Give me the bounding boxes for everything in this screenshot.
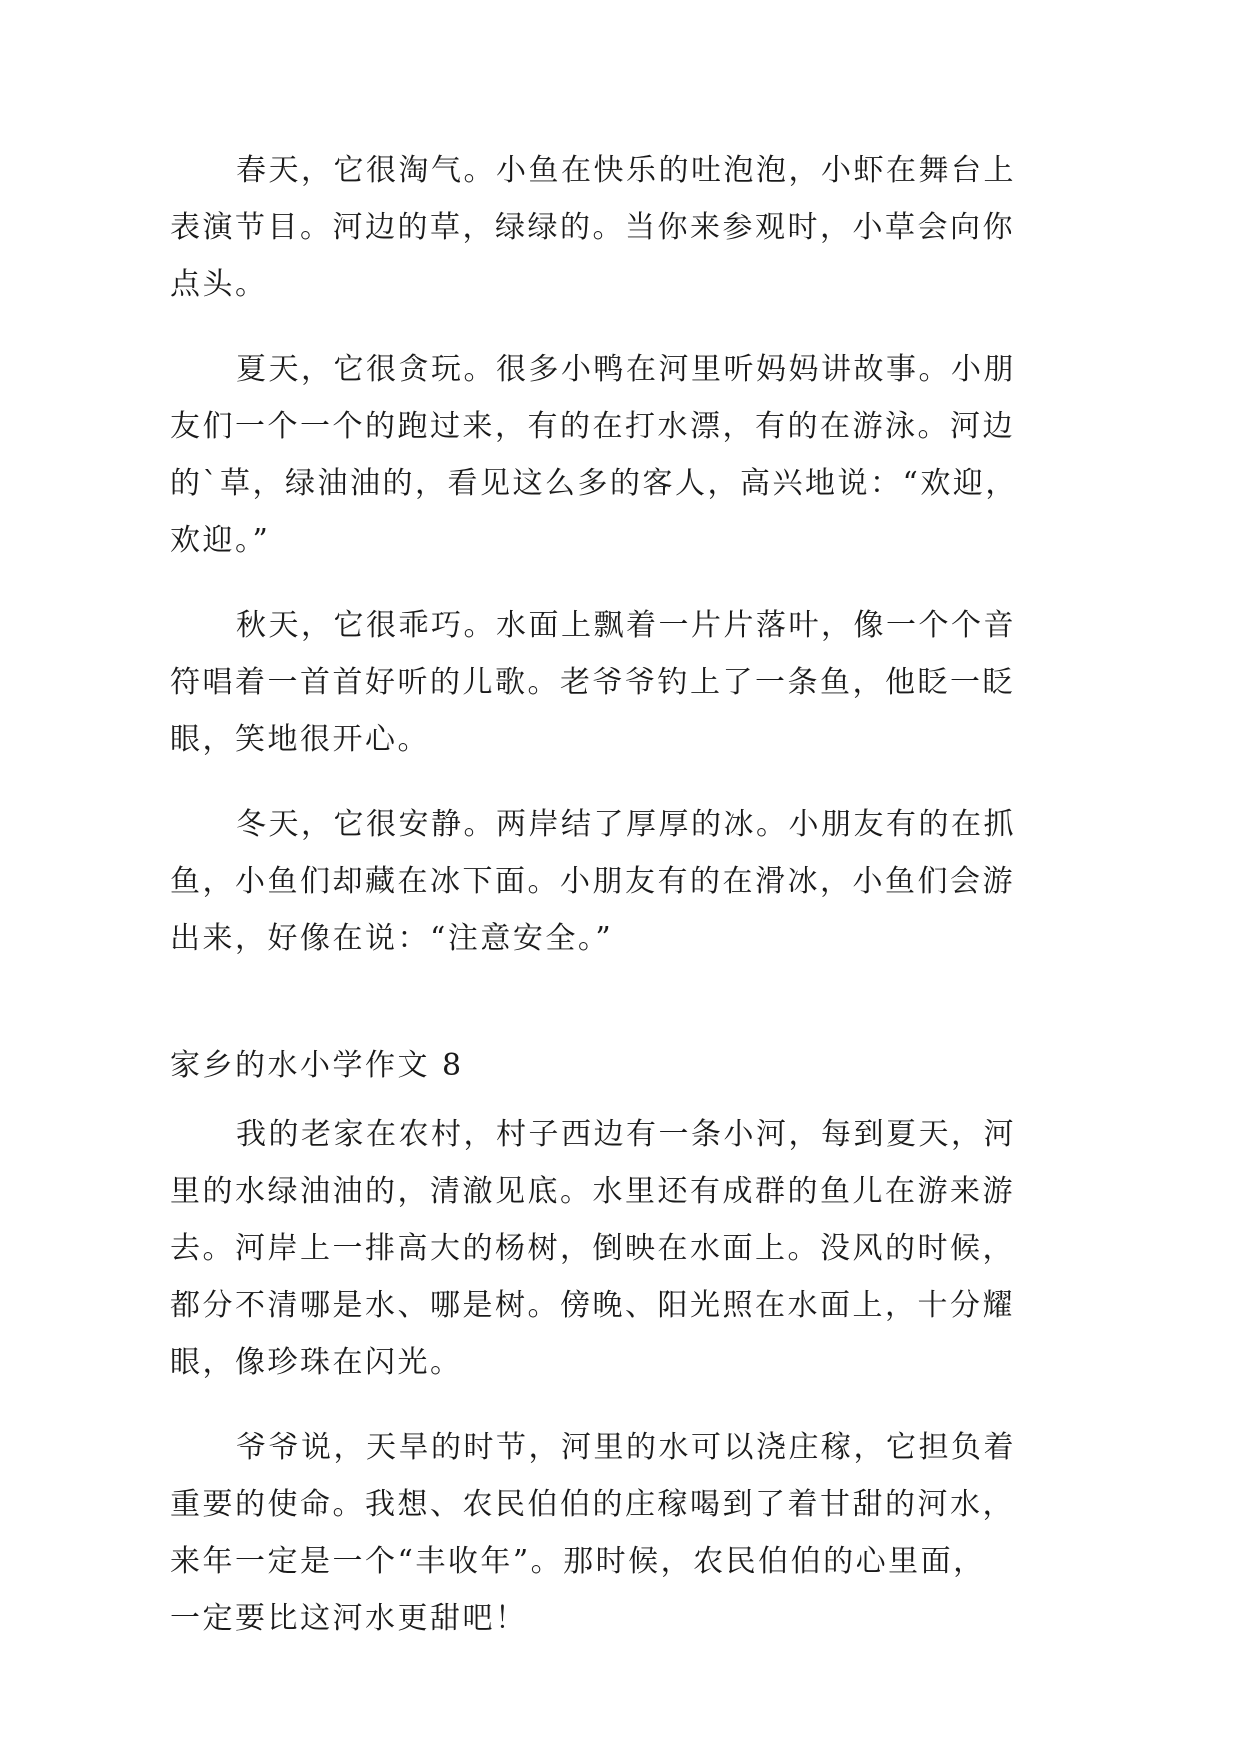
text-line: 冬天，它很安静。两岸结了厚厚的冰。小朋友有的在抓 <box>236 807 1016 842</box>
text-line: 秋天，它很乖巧。水面上飘着一片片落叶，像一个个音 <box>236 608 1016 643</box>
paragraph-summer <box>170 341 1070 569</box>
text-line: 一定要比这河水更甜吧！ <box>170 1601 528 1636</box>
text-line: 点头。 <box>170 267 268 302</box>
text-line: 表演节目。河边的草，绿绿的。当你来参观时，小草会向你 <box>170 210 1015 245</box>
text-line: 的`草，绿油油的，看见这么多的客人，高兴地说：“欢迎， <box>170 466 1018 501</box>
section-title: 家乡的水小学作文 8 <box>170 1048 464 1083</box>
paragraph-autumn <box>170 597 1070 768</box>
text-line: 重要的使命。我想、农民伯伯的庄稼喝到了着甘甜的河水， <box>170 1487 1015 1522</box>
text-line: 夏天，它很贪玩。很多小鸭在河里听妈妈讲故事。小朋 <box>236 352 1016 387</box>
section-essay-8 <box>170 1037 1070 1647</box>
paragraph-hometown-river <box>170 1106 1070 1391</box>
text-line: 春天，它很淘气。小鱼在快乐的吐泡泡，小虾在舞台上 <box>236 153 1016 188</box>
text-line: 去。河岸上一排高大的杨树，倒映在水面上。没风的时候， <box>170 1231 1015 1266</box>
text-line: 爷爷说，天旱的时节，河里的水可以浇庄稼，它担负着 <box>236 1430 1016 1465</box>
text-line: 符唱着一首首好听的儿歌。老爷爷钓上了一条鱼，他眨一眨 <box>170 665 1015 700</box>
paragraph-winter <box>170 796 1070 967</box>
text-line: 欢迎。” <box>170 523 271 558</box>
paragraph-grandpa <box>170 1419 1070 1647</box>
text-line: 鱼，小鱼们却藏在冰下面。小朋友有的在滑冰，小鱼们会游 <box>170 864 1015 899</box>
text-line: 我的老家在农村，村子西边有一条小河，每到夏天，河 <box>236 1117 1016 1152</box>
text-line: 来年一定是一个“丰收年”。那时候，农民伯伯的心里面， <box>170 1544 986 1579</box>
paragraph-spring <box>170 142 1070 313</box>
text-line: 里的水绿油油的，清澈见底。水里还有成群的鱼儿在游来游 <box>170 1174 1015 1209</box>
section-continuation <box>170 142 1070 967</box>
text-line: 眼，笑地很开心。 <box>170 722 430 757</box>
text-line: 友们一个一个的跑过来，有的在打水漂，有的在游泳。河边 <box>170 409 1015 444</box>
text-line: 出来，好像在说：“注意安全。” <box>170 921 614 956</box>
text-line: 都分不清哪是水、哪是树。傍晚、阳光照在水面上，十分耀 <box>170 1288 1015 1323</box>
text-line: 眼，像珍珠在闪光。 <box>170 1345 463 1380</box>
document-page <box>170 142 1070 1675</box>
